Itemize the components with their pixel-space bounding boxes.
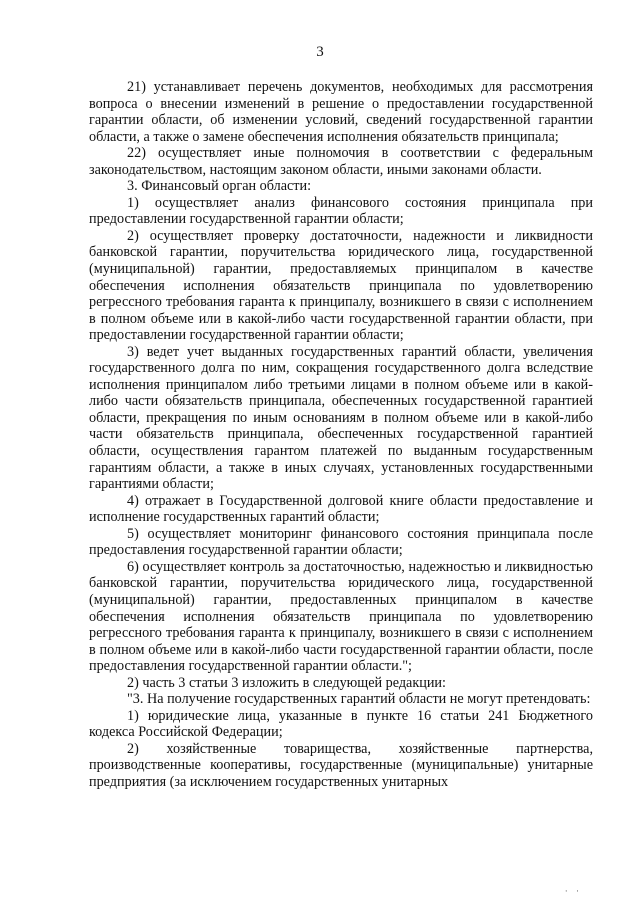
- page-number: 3: [316, 44, 324, 60]
- paragraph-finance-item-2: 2) осуществляет проверку достаточности, надежности и ликвидности банковской гарантии, поручительства юридического лица, государственной (муниципальной) гарантии, предоставляемых принципалом в качестве обеспечения исполнения обязательств принципала по удовлетворению регрессного требования гаранта к принципалу, возникшего в связи с исполнением в полном объеме или в какой-либо части государственной гарантии области, при предоставлении государственной гарантии области;: [89, 227, 593, 344]
- paragraph-part-3-heading: "3. На получение государственных гарантий области не могут претендовать:: [127, 691, 591, 708]
- paragraph-finance-item-6: 6) осуществляет контроль за достаточностью, надежностью и ликвидностью банковской гарантии, поручительства юридического лица, государственной (муниципальной) гарантии, предоставленных принципалом в качестве обеспечения исполнения обязательств принципала по удовлетворению регрессного требования гаранта к принципалу, возникшего в связи с исполнением в полном объеме или в какой-либо части государственной гарантии области, после предоставления государственной гарантии области.";: [89, 558, 593, 675]
- corner-mark: · ·: [564, 886, 582, 896]
- paragraph-finance-item-3: 3) ведет учет выданных государственных гарантий области, увеличения государственного долга по ним, сокращения государственного долга вследствие исполнения принципалом либо третьими лицами в полном объеме или в какой-либо части обязательств принципала, обеспеченных государственной гарантией области, прекращения по иным основаниям в полном объеме или в какой-либо части обязательств принципала, обеспеченных государственной гарантией области, осуществления гарантом платежей по выданным государственным гарантиям области, а также в иных случаях, установленных государственными гарантиями области;: [89, 343, 593, 493]
- paragraph-finance-item-4: 4) отражает в Государственной долговой книге области предоставление и исполнение государственных гарантий области;: [89, 492, 593, 526]
- paragraph-section-3-heading: 3. Финансовый орган области:: [127, 178, 312, 195]
- paragraph-item-21: 21) устанавливает перечень документов, необходимых для рассмотрения вопроса о внесении изменений в решение о предоставлении государственной гарантии области, об изменении условий, сведений государственной гарантии области, а также о замене обеспечения исполнения обязательств принципала;: [89, 79, 593, 145]
- paragraph-amendment-2: 2) часть 3 статьи 3 изложить в следующей редакции:: [127, 674, 446, 691]
- paragraph-finance-item-1: 1) осуществляет анализ финансового состояния принципала при предоставлении государственной гарантии области;: [89, 194, 593, 228]
- paragraph-finance-item-5: 5) осуществляет мониторинг финансового состояния принципала после предоставления государственной гарантии области;: [89, 525, 593, 559]
- paragraph-item-22: 22) осуществляет иные полномочия в соответствии с федеральным законодательством, настоящим законом области, иными законами области.: [89, 145, 593, 178]
- paragraph-excluded-item-2: 2) хозяйственные товарищества, хозяйственные партнерства, производственные кооперативы, государственные (муниципальные) унитарные предприятия (за исключением государственных унитарных: [89, 740, 593, 790]
- document-body: [89, 79, 593, 791]
- paragraph-excluded-item-1: 1) юридические лица, указанные в пункте 16 статьи 241 Бюджетного кодекса Российской Федерации;: [89, 707, 593, 741]
